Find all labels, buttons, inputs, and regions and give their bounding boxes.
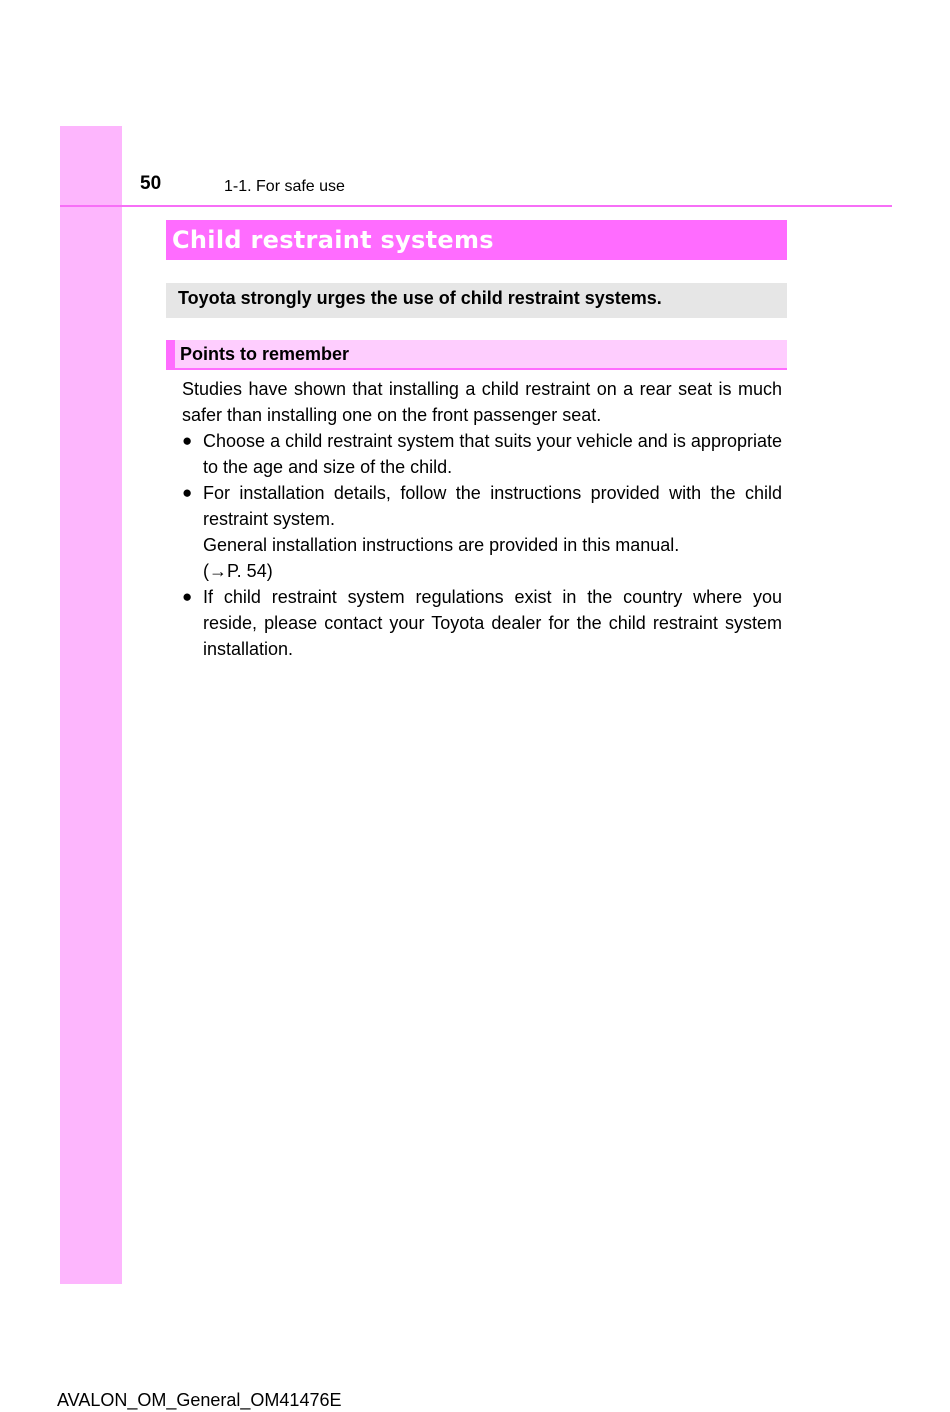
bullet-icon: ● [182, 483, 193, 502]
bullet-item [182, 428, 782, 480]
footer-doc-id: AVALON_OM_General_OM41476E [57, 1390, 342, 1410]
intro-box: Toyota strongly urges the use of child restraint systems. [166, 283, 787, 318]
header-rule [60, 205, 892, 207]
page-title: Child restraint systems [166, 220, 787, 260]
bullet-item [182, 584, 782, 662]
bullet-extra-text: General installation instructions are provided in this manual. [203, 535, 680, 555]
subheading-points-to-remember: Points to remember [166, 340, 787, 370]
side-tab [60, 126, 122, 1284]
bullet-item [182, 480, 782, 584]
bullet-text: For installation details, follow the instructions provided with the child restraint system. [203, 483, 782, 529]
bullet-text: If child restraint system regulations exist in the country where you reside, please contact your Toyota dealer for the child restraint system installation. [203, 587, 782, 659]
bullet-icon: ● [182, 587, 193, 606]
points-body [182, 376, 782, 662]
intro-paragraph: Studies have shown that installing a child restraint on a rear seat is much safer than installing one on the front passenger seat. [182, 379, 782, 425]
bullet-text: Choose a child restraint system that suits your vehicle and is appropriate to the age and size of the child. [203, 431, 782, 477]
page-number: 50 [140, 173, 162, 194]
page-reference: (→P. 54) [203, 561, 273, 581]
bullet-icon: ● [182, 431, 193, 450]
section-label: 1-1. For safe use [224, 178, 345, 195]
